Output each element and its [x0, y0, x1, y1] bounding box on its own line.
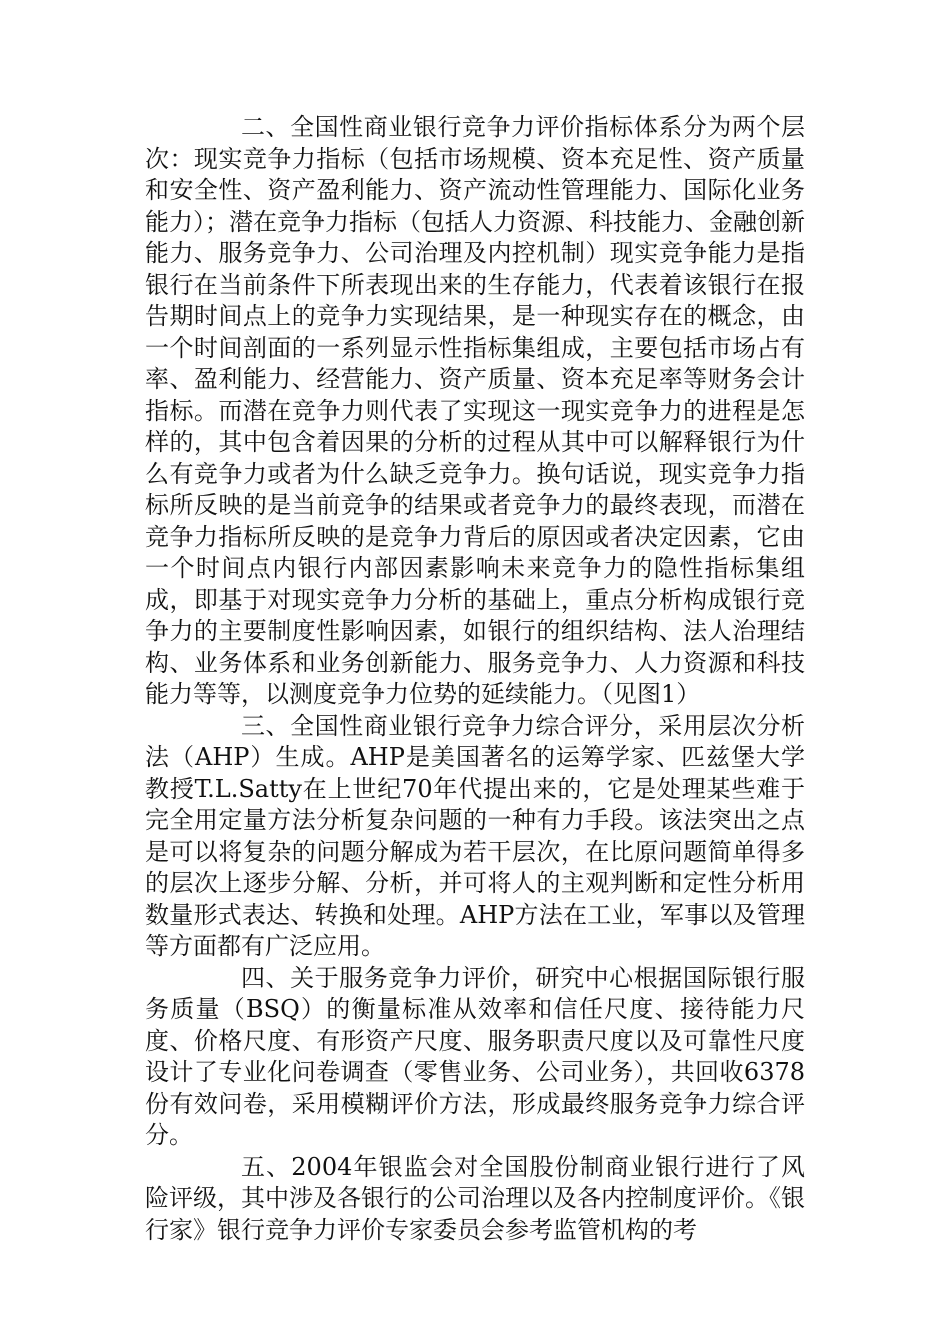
document-body	[145, 112, 805, 1246]
paragraph-section-3: 三、全国性商业银行竞争力综合评分，采用层次分析法（AHP）生成。AHP是美国著名的运筹学家、匹兹堡大学教授T.L.Satty在上世纪70年代提出来的，它是处理某些难于完全用定量方法分析复杂问题的一种有力手段。该法突出之点是可以将复杂的问题分解成为若干层次，在比原问题简单得多的层次上逐步分解、分析，并可将人的主观判断和定性分析用数量形式表达、转换和处理。AHP方法在工业，军事以及管理等方面都有广泛应用。	[145, 711, 805, 960]
paragraph-section-4: 四、关于服务竞争力评价，研究中心根据国际银行服务质量（BSQ）的衡量标准从效率和信任尺度、接待能力尺度、价格尺度、有形资产尺度、服务职责尺度以及可靠性尺度设计了专业化问卷调查（零售业务、公司业务），共回收6378份有效问卷，采用模糊评价方法，形成最终服务竞争力综合评分。	[145, 963, 805, 1149]
paragraph-section-2: 二、全国性商业银行竞争力评价指标体系分为两个层次：现实竞争力指标（包括市场规模、资本充足性、资产质量和安全性、资产盈利能力、资产流动性管理能力、国际化业务能力）；潜在竞争力指标（包括人力资源、科技能力、金融创新能力、服务竞争力、公司治理及内控机制）现实竞争能力是指银行在当前条件下所表现出来的生存能力，代表着该银行在报告期时间点上的竞争力实现结果，是一种现实存在的概念，由一个时间剖面的一系列显示性指标集组成，主要包括市场占有率、盈利能力、经营能力、资产质量、资本充足率等财务会计指标。而潜在竞争力则代表了实现这一现实竞争力的进程是怎样的，其中包含着因果的分析的过程从其中可以解释银行为什么有竞争力或者为什么缺乏竞争力。换句话说，现实竞争力指标所反映的是当前竞争的结果或者竞争力的最终表现，而潜在竞争力指标所反映的是竞争力背后的原因或者决定因素，它由一个时间点内银行内部因素影响未来竞争力的隐性指标集组成，即基于对现实竞争力分析的基础上，重点分析构成银行竞争力的主要制度性影响因素，如银行的组织结构、法人治理结构、业务体系和业务创新能力、服务竞争力、人力资源和科技能力等等，以测度竞争力位势的延续能力。（见图1）	[145, 113, 805, 708]
paragraph-section-5: 五、2004年银监会对全国股份制商业银行进行了风险评级，其中涉及各银行的公司治理以及各内控制度评价。《银行家》银行竞争力评价专家委员会参考监管机构的考	[145, 1152, 805, 1244]
